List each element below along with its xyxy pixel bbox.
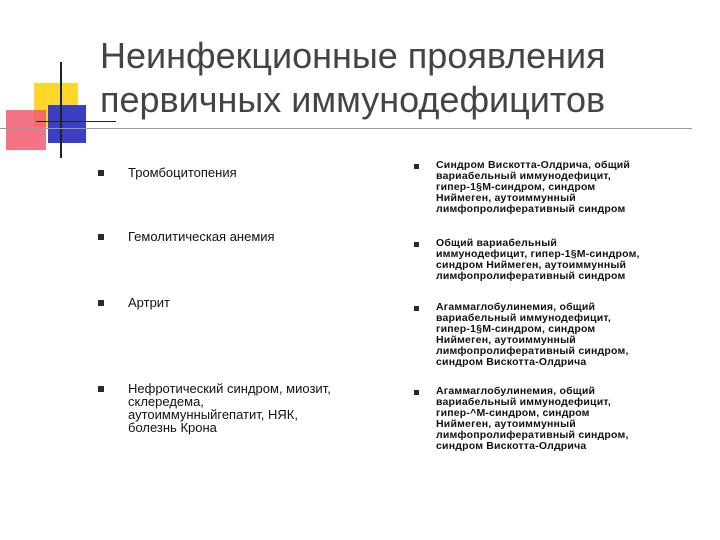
bullet-icon [98,170,104,176]
decor-blue-square [48,105,86,143]
decor-red-square [6,110,46,150]
bullet-icon [98,234,104,240]
slide-title-line2: первичных иммунодефицитов [100,79,606,120]
decor-horizontal-line [0,128,692,129]
right-item-text: Агаммаглобулинемия, общий вариабельный иммунодефицит, гипер-1§М-синдром, синдром Ниймеген, аутоиммунный лимфопролиферативный синдром, синдром Вискотта-Олдрича [436,301,629,368]
decor-vertical-line [60,62,62,158]
right-item-text: Агаммаглобулинемия, общий вариабельный иммунодефицит, гипер-^М-синдром, синдром Ниймеген, аутоиммунный лимфопролиферативный синдром, синдром Вискотта-Олдрича [436,385,629,452]
right-item-text: Общий вариабельный иммунодефицит, гипер-1§М-синдром, синдром Ниймеген, аутоиммунный лимфопролиферативный синдром [436,237,640,282]
bullet-icon [414,390,419,395]
slide-title-line1: Неинфекционные проявления [100,35,606,76]
bullet-icon [98,300,104,306]
bullet-icon [414,242,419,247]
left-item-text: Гемолитическая анемия [128,229,275,244]
right-item-text: Синдром Вискотта-Олдрича, общий вариабельный иммунодефицит, гипер-1§М-синдром, синдром Ниймеген, аутоиммунный лимфопролиферативный синдром [436,159,631,215]
bullet-icon [414,164,419,169]
left-item-text: Артрит [128,295,171,310]
left-item-text: Нефротический синдром, миозит, склередема, аутоиммунныйгепатит, НЯК, болезнь Крона [128,381,331,435]
bullet-icon [414,306,419,311]
left-item-text: Тромбоцитопения [128,165,237,180]
slide-title [100,34,700,122]
bullet-icon [98,386,104,392]
